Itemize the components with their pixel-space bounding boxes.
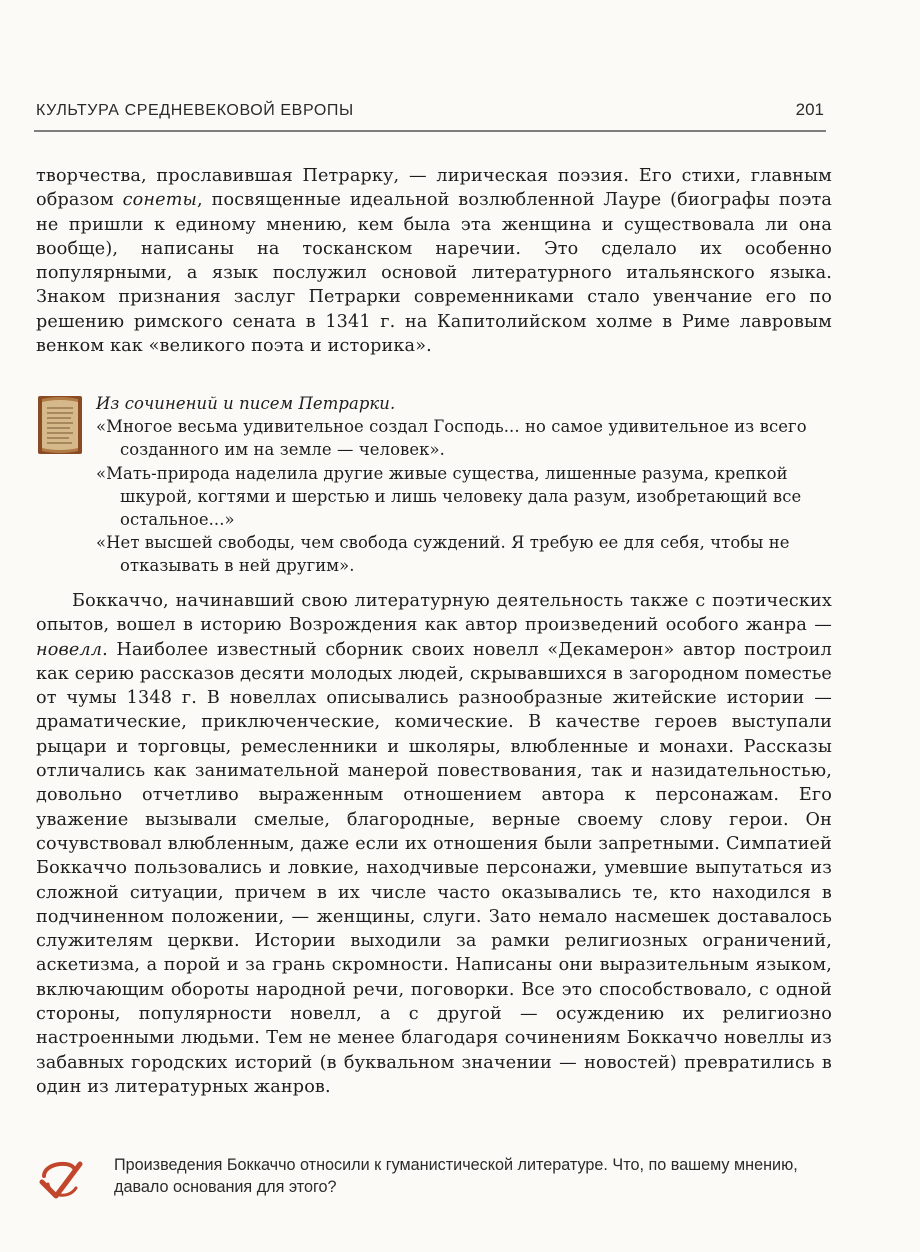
task-question xyxy=(114,1154,840,1198)
paragraph-boccaccio xyxy=(36,589,832,1099)
quote-item: «Мать-природа наделила другие живые существа, лишенные разума, крепкой шкурой, когтями и шерстью и лишь человеку дала разум, изобретающий все остальное...» xyxy=(96,463,802,530)
paragraph-text: Боккаччо, начинавший свою литературную деятельность также с поэтических опытов, вошел в историю Возрождения как автор произведений особого жанра — xyxy=(36,591,832,636)
running-header xyxy=(34,98,826,132)
running-title: КУЛЬТУРА СРЕДНЕВЕКОВОЙ ЕВРОПЫ xyxy=(36,102,354,119)
paragraph-text: творчества, прославившая Петрарку, — лирическая поэзия. Его стихи, главным образом xyxy=(36,166,832,211)
paragraph-petrarch xyxy=(36,164,832,358)
term-sonnets: сонеты xyxy=(122,190,198,211)
paragraph-text: , посвященные идеальной возлюбленной Лауре (биографы поэта не пришли к единому мнению, кем была эта женщина и существовала ли она вообще), написаны на тосканском наречии. Это сделало их особенно популярными, а язык послужил основой литературного итальянского языка. Знаком признания заслуг Петрарки современниками стало увенчание его по решению римского сената в 1341 г. на Капитолийском холме в Риме лавровым венком как «великого поэта и историка». xyxy=(36,190,832,357)
checkmark-icon xyxy=(38,1156,84,1202)
task-text: Произведения Боккаччо относили к гуманистической литературе. Что, по вашему мнению, давало основания для этого? xyxy=(114,1156,798,1196)
quote-item: «Многое весьма удивительное создал Господь... но самое удивительное из всего созданного им на земле — человек». xyxy=(96,417,807,460)
paragraph-text: . Наиболее известный сборник своих новелл «Декамерон» автор построил как серию рассказов десяти молодых людей, скрывавшихся в загородном поместье от чумы 1348 г. В новеллах описывались разнообразные житейские истории — драматические, приключенческие, комические. В качестве героев выступали рыцари и торговцы, ремесленники и школяры, влюбленные и монахи. Рассказы отличались как занимательной манерой повествования, так и назидательностью, довольно отчетливо выраженным отношением автора к персонажам. Его уважение вызывали смелые, благородные, верные своему слову герои. Он сочувствовал влюбленным, даже если их отношения были запретными. Симпатией Боккаччо пользовались и ловкие, находчивые персонажи, умевшие выпутаться из сложной ситуации, причем в их числе часто оказывались те, кто находился в подчиненном положении, — женщины, слуги. Зато немало насмешек доставалось служителям церкви. Истории выходили за рамки религиозных ограничений, аскетизма, а порой и за грань скромности. Написаны они выразительным языком, включающим обороты народной речи, поговорки. Все это способствовало, с одной стороны, популярности новелл, а с другой — осуждению их религиозно настроенными людьми. Тем не менее благодаря сочинениям Боккаччо новеллы из забавных городских историй (в буквальном значении — новостей) превратились в один из литературных жанров. xyxy=(36,639,832,1097)
page-number: 201 xyxy=(795,100,824,119)
term-novellas: новелл xyxy=(36,639,103,660)
quote-item: «Нет высшей свободы, чем свобода суждений. Я требую ее для себя, чтобы не отказывать в ней другим». xyxy=(96,533,790,576)
source-quotes xyxy=(96,392,836,578)
scroll-document-icon xyxy=(36,394,84,456)
quotes-title: Из сочинений и писем Петрарки. xyxy=(96,394,396,413)
